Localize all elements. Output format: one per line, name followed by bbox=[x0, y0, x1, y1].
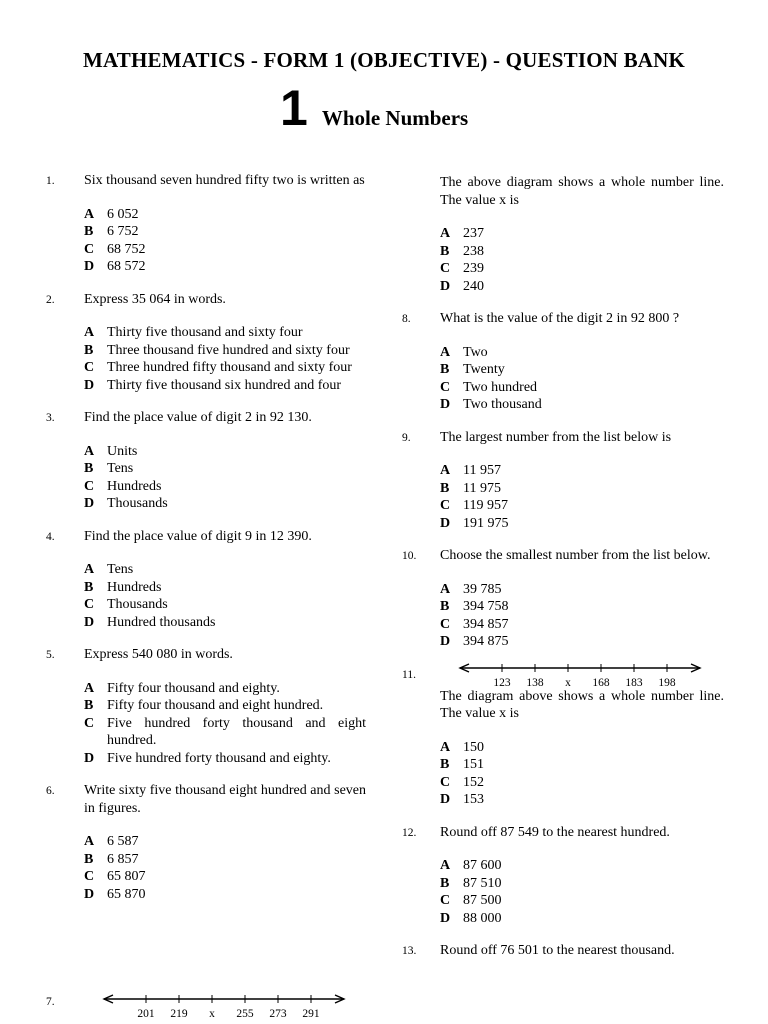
option-letter: B bbox=[84, 851, 94, 867]
option-text: Thousands bbox=[107, 496, 168, 511]
option-letter: C bbox=[84, 869, 95, 884]
option-letter: A bbox=[84, 834, 95, 849]
option-a bbox=[84, 561, 366, 579]
option-letter: D bbox=[84, 886, 95, 902]
option-letter: C bbox=[440, 379, 451, 395]
option-d bbox=[440, 910, 724, 928]
option-d bbox=[84, 377, 366, 395]
chapter-name: Whole Numbers bbox=[321, 106, 469, 130]
option-letter: D bbox=[84, 614, 95, 630]
question-number: 12. bbox=[402, 826, 417, 839]
option-letter: C bbox=[84, 597, 95, 612]
question-3 bbox=[46, 409, 366, 513]
option-d bbox=[84, 614, 366, 632]
option-text: 151 bbox=[463, 757, 484, 772]
option-b bbox=[84, 460, 366, 478]
option-letter: D bbox=[84, 377, 95, 393]
question-13 bbox=[402, 942, 724, 976]
option-c bbox=[84, 359, 366, 377]
question-text: Find the place value of digit 2 in 92 130. bbox=[84, 410, 312, 425]
option-d bbox=[84, 495, 366, 513]
question-10 bbox=[402, 547, 724, 651]
option-letter: B bbox=[440, 757, 450, 772]
option-b bbox=[440, 361, 724, 379]
option-text: 153 bbox=[463, 792, 484, 807]
question-9 bbox=[402, 429, 724, 533]
question-4 bbox=[46, 528, 366, 632]
option-d bbox=[440, 278, 724, 296]
option-letter: B bbox=[440, 362, 450, 377]
option-text: Hundreds bbox=[107, 579, 162, 595]
option-text: 11 957 bbox=[463, 463, 501, 478]
option-d bbox=[440, 633, 724, 651]
option-text: Five hundred forty thousand and eight hundred. bbox=[107, 715, 366, 748]
option-text: 65 870 bbox=[107, 886, 146, 902]
option-a bbox=[84, 206, 366, 224]
option-c bbox=[84, 478, 366, 496]
option-text: 68 572 bbox=[107, 259, 146, 274]
option-text: 240 bbox=[463, 278, 484, 294]
option-text: 150 bbox=[463, 739, 484, 755]
question-number: 13. bbox=[402, 945, 417, 957]
question-number: 6. bbox=[46, 785, 55, 797]
option-text: 6 752 bbox=[107, 224, 139, 239]
option-text: Hundred thousands bbox=[107, 614, 216, 630]
option-letter: C bbox=[440, 616, 451, 632]
option-letter: B bbox=[84, 579, 94, 595]
option-text: Two hundred bbox=[463, 379, 538, 395]
option-text: 238 bbox=[463, 243, 484, 259]
option-d bbox=[84, 258, 366, 276]
option-c bbox=[440, 774, 724, 792]
options-list bbox=[84, 833, 366, 903]
option-a bbox=[440, 739, 724, 757]
number-line-label: 255 bbox=[236, 1008, 254, 1020]
options-list bbox=[84, 680, 366, 768]
option-text: 87 600 bbox=[463, 858, 502, 873]
option-letter: C bbox=[440, 498, 451, 513]
option-c bbox=[84, 596, 366, 614]
question-7 bbox=[46, 993, 366, 1021]
option-c bbox=[440, 892, 724, 910]
option-text: 65 807 bbox=[107, 869, 146, 884]
option-text: Hundreds bbox=[107, 478, 162, 494]
option-b bbox=[84, 851, 366, 869]
option-letter: C bbox=[84, 478, 95, 494]
question-12 bbox=[402, 824, 724, 928]
options-list bbox=[84, 324, 366, 394]
question-11-options bbox=[402, 739, 724, 809]
option-text: 88 000 bbox=[463, 910, 502, 926]
option-text: Fifty four thousand and eight hundred. bbox=[107, 698, 324, 713]
options-list bbox=[440, 581, 724, 651]
option-letter: B bbox=[84, 461, 94, 476]
number-line-label: 291 bbox=[302, 1008, 320, 1020]
number-line-label: 123 bbox=[493, 676, 511, 689]
chapter-heading bbox=[280, 82, 468, 134]
question-12-options bbox=[440, 857, 724, 927]
option-letter: A bbox=[84, 206, 95, 222]
option-text: 119 957 bbox=[463, 498, 508, 513]
option-d bbox=[84, 886, 366, 904]
option-text: Two thousand bbox=[463, 397, 542, 412]
option-c bbox=[440, 497, 724, 515]
question-7-text: The above diagram shows a whole number line. The value x is bbox=[440, 175, 724, 208]
option-text: 394 857 bbox=[463, 616, 509, 632]
options-list bbox=[440, 462, 724, 532]
option-text: Units bbox=[107, 443, 138, 459]
option-text: 6 587 bbox=[107, 834, 139, 849]
option-letter: A bbox=[440, 226, 451, 241]
option-text: 191 975 bbox=[463, 515, 509, 531]
option-text: Tens bbox=[107, 562, 134, 577]
option-text: 239 bbox=[463, 261, 484, 276]
option-text: 152 bbox=[463, 774, 484, 790]
question-number: 2. bbox=[46, 293, 55, 306]
options-list bbox=[84, 206, 366, 276]
options-list bbox=[84, 443, 366, 513]
option-letter: B bbox=[440, 599, 450, 614]
option-letter: A bbox=[84, 325, 95, 340]
option-letter: C bbox=[84, 241, 95, 257]
option-b bbox=[84, 342, 366, 360]
option-text: 237 bbox=[463, 226, 484, 241]
option-letter: D bbox=[84, 259, 95, 274]
option-letter: A bbox=[84, 562, 95, 577]
option-letter: C bbox=[440, 261, 451, 276]
option-text: 68 752 bbox=[107, 241, 146, 257]
number-line-label: x bbox=[565, 676, 571, 689]
number-line-label: 168 bbox=[592, 676, 610, 689]
option-d bbox=[440, 396, 724, 414]
option-text: 11 975 bbox=[463, 480, 501, 496]
option-letter: C bbox=[440, 893, 451, 908]
option-letter: D bbox=[440, 910, 451, 926]
page-title: MATHEMATICS - FORM 1 (OBJECTIVE) - QUESTION BANK bbox=[82, 48, 686, 72]
question-11-text: The diagram above shows a whole number line. The value x is bbox=[440, 688, 724, 721]
option-d bbox=[440, 515, 724, 533]
question-6 bbox=[46, 782, 366, 903]
option-letter: B bbox=[84, 224, 94, 239]
right-column bbox=[402, 174, 724, 991]
option-letter: B bbox=[84, 342, 94, 358]
option-letter: A bbox=[440, 739, 451, 755]
option-letter: B bbox=[440, 243, 450, 259]
question-text: Find the place value of digit 9 in 12 390. bbox=[84, 528, 312, 544]
option-d bbox=[84, 750, 366, 768]
option-c bbox=[84, 241, 366, 259]
question-text: Write sixty five thousand eight hundred and seven in figures. bbox=[84, 783, 366, 816]
option-letter: A bbox=[440, 858, 451, 873]
option-c bbox=[440, 260, 724, 278]
option-a bbox=[440, 462, 724, 480]
question-text: Express 35 064 in words. bbox=[84, 291, 226, 307]
option-c bbox=[84, 715, 366, 750]
question-number: 10. bbox=[402, 550, 417, 562]
option-letter: B bbox=[84, 698, 94, 713]
question-number: 1. bbox=[46, 175, 55, 187]
question-number: 11. bbox=[402, 668, 416, 681]
option-text: Tens bbox=[107, 461, 134, 476]
number-line-label: x bbox=[209, 1008, 215, 1020]
option-b bbox=[84, 223, 366, 241]
option-letter: C bbox=[440, 774, 451, 790]
option-c bbox=[440, 379, 724, 397]
left-column bbox=[46, 172, 366, 918]
number-line-label: 219 bbox=[170, 1008, 188, 1020]
option-c bbox=[440, 616, 724, 634]
option-text: 6 052 bbox=[107, 206, 139, 222]
option-text: Thousands bbox=[107, 597, 168, 612]
option-letter: D bbox=[440, 515, 451, 531]
number-line-q7 bbox=[100, 993, 360, 1021]
option-text: 87 500 bbox=[463, 893, 502, 908]
option-text: 87 510 bbox=[463, 875, 502, 891]
option-b bbox=[440, 598, 724, 616]
question-5 bbox=[46, 646, 366, 767]
question-text: Six thousand seven hundred fifty two is written as bbox=[84, 173, 365, 188]
question-number: 7. bbox=[46, 996, 55, 1008]
number-line-label: 198 bbox=[658, 676, 676, 689]
option-letter: B bbox=[440, 875, 450, 891]
option-b bbox=[440, 480, 724, 498]
question-1 bbox=[46, 172, 366, 276]
option-letter: A bbox=[440, 344, 451, 360]
option-c bbox=[84, 868, 366, 886]
option-a bbox=[84, 833, 366, 851]
option-a bbox=[84, 680, 366, 698]
chapter-number: 1 bbox=[280, 80, 308, 136]
number-line-label: 138 bbox=[526, 676, 544, 689]
question-text: The largest number from the list below is bbox=[440, 429, 672, 445]
question-7-options bbox=[402, 225, 724, 295]
option-letter: B bbox=[440, 480, 450, 496]
option-text: Twenty bbox=[463, 362, 505, 377]
question-text: Round off 76 501 to the nearest thousand. bbox=[440, 943, 675, 958]
question-number: 8. bbox=[402, 313, 411, 325]
option-a bbox=[440, 225, 724, 243]
option-b bbox=[84, 697, 366, 715]
option-text: 394 875 bbox=[463, 634, 509, 649]
option-letter: A bbox=[440, 463, 451, 478]
option-text: Five hundred forty thousand and eighty. bbox=[107, 750, 331, 766]
question-8 bbox=[402, 310, 724, 414]
question-text: Express 540 080 in words. bbox=[84, 647, 233, 662]
question-text: What is the value of the digit 2 in 92 800 ? bbox=[440, 311, 680, 326]
question-11 bbox=[402, 666, 724, 809]
options-list bbox=[84, 561, 366, 631]
option-text: 39 785 bbox=[463, 581, 502, 597]
number-line-label: 273 bbox=[269, 1008, 287, 1020]
question-text: Choose the smallest number from the list below. bbox=[440, 548, 711, 563]
option-letter: D bbox=[440, 278, 451, 294]
option-text: Thirty five thousand and sixty four bbox=[107, 325, 303, 340]
option-text: Three thousand five hundred and sixty four bbox=[107, 342, 350, 358]
option-letter: D bbox=[84, 496, 95, 511]
option-letter: D bbox=[440, 634, 451, 649]
option-b bbox=[440, 243, 724, 261]
option-letter: C bbox=[84, 715, 95, 731]
option-text: 394 758 bbox=[463, 599, 509, 614]
option-letter: A bbox=[440, 581, 451, 597]
question-2 bbox=[46, 291, 366, 395]
number-line-label: 201 bbox=[137, 1008, 155, 1020]
option-letter: A bbox=[84, 443, 95, 459]
option-text: 6 857 bbox=[107, 851, 139, 867]
option-text: Thirty five thousand six hundred and four bbox=[107, 377, 342, 393]
option-b bbox=[440, 756, 724, 774]
question-number: 4. bbox=[46, 530, 55, 543]
option-a bbox=[440, 857, 724, 875]
question-number: 5. bbox=[46, 649, 55, 661]
option-a bbox=[440, 344, 724, 362]
options-list bbox=[440, 344, 724, 414]
question-number: 3. bbox=[46, 412, 55, 424]
option-letter: D bbox=[84, 750, 95, 766]
question-number: 9. bbox=[402, 431, 411, 444]
option-text: Two bbox=[463, 344, 488, 360]
option-a bbox=[84, 443, 366, 461]
option-a bbox=[440, 581, 724, 599]
option-letter: D bbox=[440, 792, 451, 807]
option-letter: C bbox=[84, 360, 95, 375]
option-text: Three hundred fifty thousand and sixty four bbox=[107, 360, 352, 375]
option-d bbox=[440, 791, 724, 809]
option-letter: A bbox=[84, 680, 95, 696]
question-text: Round off 87 549 to the nearest hundred. bbox=[440, 824, 670, 840]
option-text: Fifty four thousand and eighty. bbox=[107, 680, 280, 696]
option-b bbox=[84, 579, 366, 597]
number-line-label: 183 bbox=[625, 676, 643, 689]
option-a bbox=[84, 324, 366, 342]
option-b bbox=[440, 875, 724, 893]
option-letter: D bbox=[440, 397, 451, 412]
number-line-q11 bbox=[456, 662, 716, 690]
